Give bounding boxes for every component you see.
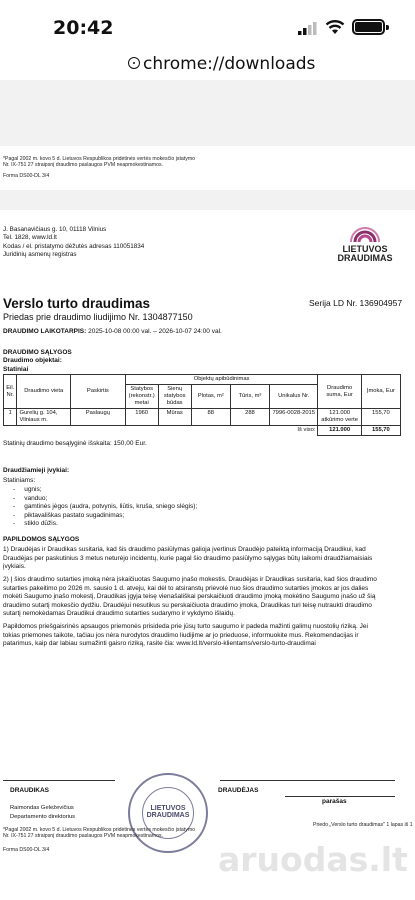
site-info-icon[interactable] xyxy=(128,57,140,69)
insured-label: DRAUDĖJAS xyxy=(218,787,259,794)
signer-info: Raimondas Geleževičius Departamento direktorius xyxy=(10,805,76,820)
insured-objects-table xyxy=(3,374,401,436)
url-text[interactable]: chrome://downloads xyxy=(143,54,316,74)
deductible-text: Statinių draudimo besąlyginė išskaita: 150,00 Eur. xyxy=(3,440,147,447)
battery-icon xyxy=(352,19,385,35)
table-header: Unikalus Nr. xyxy=(270,385,318,409)
logo-mark-icon xyxy=(333,222,397,246)
events-heading: Draudžiamieji įvykiai: xyxy=(3,467,70,474)
policy-series: Serija LD Nr. 136904957 xyxy=(309,298,403,308)
doc-subtitle: Priedas prie draudimo liudijimo Nr. 1304877150 xyxy=(3,312,193,322)
cellular-signal-icon xyxy=(298,22,318,35)
table-header: Sienų statybos būdas xyxy=(158,385,191,409)
extra-conditions-heading: PAPILDOMOS SĄLYGOS xyxy=(3,536,80,543)
vat-footnote: *Pagal 2002 m. kovo 5 d. Lietuvos Respublikos pridėtinės vertės mokesčio įstatymo Nr. IX-751 27 straipsnį draudimo paslaugos PVM neapmokestinamos. xyxy=(3,827,196,840)
list-item: - vanduo; xyxy=(13,494,48,502)
table-group-header: Objektų apibūdinimas xyxy=(125,375,318,385)
list-item: - piktavališkas pastato sugadinimas; xyxy=(13,511,125,519)
page-count-note: Priedo „Verslo turto draudimas" 1 lapas iš 1 xyxy=(313,822,413,828)
address-bar[interactable] xyxy=(0,50,415,80)
list-item: - stiklo dūžis. xyxy=(13,520,58,527)
form-number: Forma DS00-DL 3/4 xyxy=(3,847,50,853)
insurance-period: DRAUDIMO LAIKOTARPIS: 2025-10-08 00:00 val. – 2026-10-07 24:00 val. xyxy=(3,328,222,335)
events-subheading: Statiniams: xyxy=(3,477,36,484)
form-number: Forma DS00-DL 3/4 xyxy=(3,173,50,179)
extra-condition-1: 1) Draudėjas ir Draudikas susitaria, kad šis draudimo pasiūlymas galioja įvertinus Draudėjo pateiktą informaciją Draudikui, kad Draudėjas per paskutinius 3 metus neturėjo incidentų, kurie pagal šio draudimo pasiūlymo sąlygas būtų laikomi draudžiamaisiais įvykiais. xyxy=(3,546,373,570)
table-header: Plotas, m² xyxy=(191,385,230,409)
table-row: 1 Gurelių g. 104, Vilniaus m. Paslaugų 1960 Mūras 88 288 7996-0028-2015 121.000 atkūrimo verte 155,70 xyxy=(4,409,401,426)
table-header: Tūris, m³ xyxy=(230,385,269,409)
company-address: J. Basanavičiaus g. 10, 01118 Vilnius Tel. 1828, www.ld.lt Kodas / el. pristatymo dėžutės adresas 110051834 Juridinių asmenų registras xyxy=(3,226,145,258)
pdf-page xyxy=(0,210,415,900)
clock: 20:42 xyxy=(53,17,114,39)
status-bar xyxy=(0,0,415,50)
table-header: Draudimo vieta xyxy=(17,375,71,409)
table-header: Įmoka, Eur xyxy=(361,375,400,409)
doc-title: Verslo turto draudimas xyxy=(3,296,151,311)
fire-safety-note: Papildomos priešgaisrinės apsaugos priemonės prisideda prie jūsų turto saugumo ir padeda mažinti galimų nuostolių riziką. Jei tokias priemones taikote, tačiau jos nėra nurodytos draudimo liudijime ar jo prieduose, informuokite mus. Rekomendacijas ir patarimus, kaip dar labiau sumažinti gaisro riziką, rasite čia: www.ld.lt/verslo-klientams/verslo-turto-draudimai xyxy=(3,623,368,647)
extra-condition-2: 2) Į šios draudimo sutarties įmoką nėra įskaičiuotas Saugumo įnašo mokestis. Draudėjas ir Draudikas susitaria, kad šios draudimo sutarties pakeitimo po 2026 m. sausio 1 d. atveju, kai dėl to atsiranstų prievolė nuo šios draudimo sutarties įmokos ar jos dalies mokėti Saugumo įnašo mokestį, Draudikas įgyja teisę vienašališkai perskaičiuoti draudimo įmoką mokėtino Saugumo įnašo už šią draudimo sutartį mokesčio dydžiu. Draudėjui nesutikus su perskaičiuota draudimo įmoka, Draudikas turi teisę nutraukti draudimo sutartį nemokėdamas Draudikui draudimo sutarties sudarymo ir vykdymo išlaidų. xyxy=(3,576,377,617)
table-total-row: Iš viso: 121.000 155,70 xyxy=(4,426,401,436)
conditions-heading: DRAUDIMO SĄLYGOS xyxy=(3,349,72,356)
table-header: Eil. Nr. xyxy=(4,375,17,409)
aruodas-watermark: aruodas.lt xyxy=(218,840,408,879)
objects-heading: Draudimo objektai: xyxy=(3,357,62,364)
events-list xyxy=(13,486,197,529)
table-header: Paskirtis xyxy=(71,375,126,409)
vat-footnote: *Pagal 2002 m. kovo 5 d. Lietuvos Respublikos pridėtinės vertės mokesčio įstatymo Nr. IX-751 27 straipsnį draudimo paslaugos PVM neapmokestinamos. xyxy=(3,156,196,169)
insurer-label: DRAUDIKAS xyxy=(10,787,49,794)
wifi-icon xyxy=(325,19,345,35)
table-header: Statybos (rekonstr.) metai xyxy=(125,385,158,409)
list-item: - gamtinės jėgos (audra, potvynis, liūtis, kruša, sniego slėgis); xyxy=(13,503,198,510)
lietuvos-draudimas-logo: LIETUVOS DRAUDIMAS xyxy=(333,222,397,272)
list-item: - ugnis; xyxy=(13,486,42,493)
company-seal: LIETUVOS DRAUDIMAS xyxy=(128,773,208,853)
buildings-heading: Statiniai xyxy=(3,366,29,373)
signature-label: parašas xyxy=(322,798,347,805)
pdf-page-previous xyxy=(0,146,415,190)
table-header: Draudimo suma, Eur xyxy=(318,375,361,409)
